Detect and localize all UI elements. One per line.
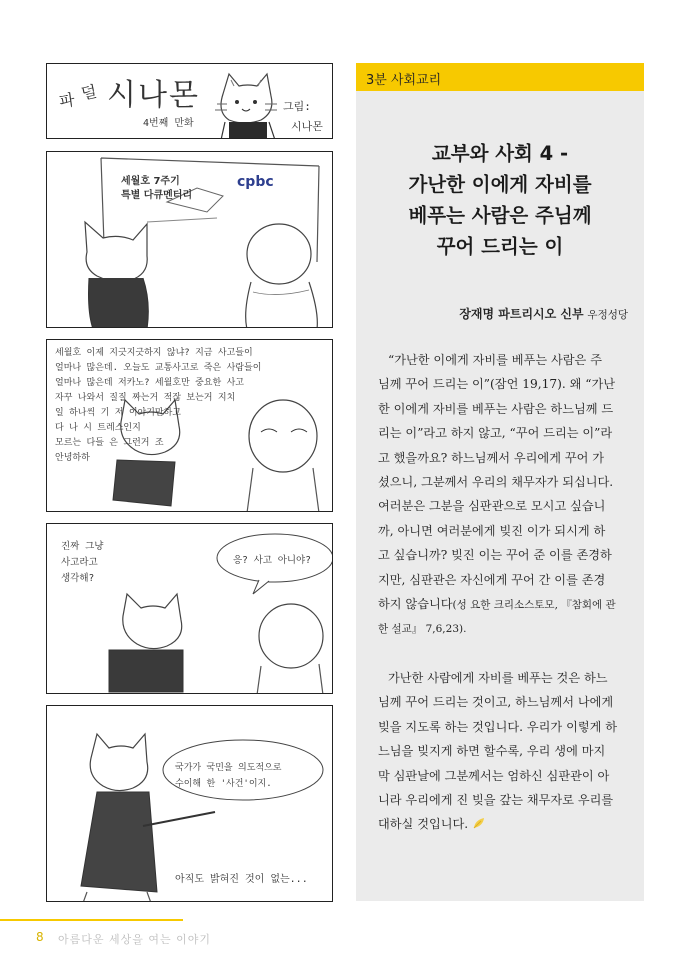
article-panel [356, 63, 644, 901]
comic-panel-rant [46, 339, 333, 512]
cat-speech-line3: 생각해? [61, 573, 95, 584]
rant-line: 모르는 다들 은 그런거 조 [55, 438, 164, 448]
answer-bubble-line1: 국가가 국민을 의도적으로 [175, 763, 282, 773]
body-line: 셨으니, 그분께서 우리의 채무자가 되십니다. [378, 475, 614, 490]
comic-subtitle: 4번째 만화 [143, 118, 194, 129]
leaf-end-icon [472, 816, 486, 830]
body-line: 하지 않습니다 [378, 597, 453, 612]
comic-title-name: 시나몬 [107, 78, 200, 113]
rant-text [55, 346, 325, 466]
body-line-end [378, 812, 628, 836]
comic-credit-name: 시나몬 [291, 120, 323, 133]
rant-line: 안녕하하 [55, 453, 90, 463]
article-title [356, 138, 644, 262]
body-line: 막 심판날에 그분께서는 엄하신 심판관이 아 [378, 768, 610, 783]
answer-bottom-text: 아직도 밝혀진 것이 없는... [175, 874, 308, 885]
rant-line: 얼마나 많은데. 오늘도 교통사고로 죽은 사람들이 [55, 363, 262, 373]
body-line: 니라 우리에게 진 빚을 갚는 채무자로 우리를 [378, 792, 614, 807]
body-line: 리는 이”라고 하지 않고, “꾸어 드리는 이”라 [378, 426, 613, 441]
cpbc-logo: cpbc [237, 174, 274, 190]
cat-speech-line1: 진짜 그냥 [61, 541, 104, 552]
body-line: 까, 아니면 여러분에게 빚진 이가 되시게 하 [378, 523, 606, 538]
comic-panel-question [46, 523, 333, 694]
body-line-with-citation [378, 592, 628, 617]
paragraph-gap [378, 642, 628, 666]
tv-caption-line2: 특별 다큐멘터리 [121, 190, 193, 201]
cat-speech-line2: 사고라고 [61, 557, 98, 568]
article-body [378, 348, 628, 837]
body-line: 고 했을까요? 하느님께서 우리에게 꾸어 가 [378, 450, 605, 465]
person-speech: 응? 사고 아니야? [233, 555, 311, 566]
rant-line: 일 하나씩 기 저 이야기만하고 [55, 408, 182, 418]
comic-title-pa: 파 [57, 90, 76, 111]
title-line: 꾸어 드리는 이 [436, 235, 564, 258]
page-number: 8 [36, 930, 44, 944]
rant-line: 얼마나 많은데 저카노? 세월호만 중요한 사고 [55, 378, 245, 388]
body-line: 지만, 심판관은 자신에게 꾸어 간 이를 존경 [378, 572, 606, 587]
body-line: 님께 꾸어 드리는 이”(잠언 19,17). 왜 “가난 [378, 377, 616, 392]
footer-rule [0, 919, 183, 921]
section-tag: 3분 사회교리 [366, 73, 442, 88]
magazine-name: 아름다운 세상을 여는 이야기 [58, 933, 212, 946]
rant-line: 자꾸 나와서 질질 짜는거 적잖 보는거 지치 [55, 393, 236, 403]
title-line: 가난한 이에게 자비를 [408, 173, 592, 196]
citation-end: 한 설교』 7,6,23). [378, 623, 467, 636]
comic-credit-label: 그림: [283, 100, 311, 113]
title-line: 베푸는 사람은 주님께 [408, 204, 592, 227]
comic-tv-drawing [47, 152, 333, 328]
body-line: 가난한 사람에게 자비를 베푸는 것은 하느 [388, 670, 608, 685]
body-line: 한 이에게 자비를 베푸는 사람은 하느님께 드 [378, 401, 614, 416]
comic-panel-answer [46, 705, 333, 902]
body-line: “가난한 이에게 자비를 베푸는 사람은 주 [388, 353, 602, 367]
comic-title-deol: 덜 [79, 81, 99, 104]
title-line: 교부와 사회 4 - [431, 142, 569, 165]
rant-line: 다 나 시 트레스인지 [55, 423, 141, 433]
citation: (성 요한 크리소스토모, 『참회에 관 [452, 599, 616, 612]
comic-panel-title [46, 63, 333, 139]
rant-line: 세월호 이제 지긋지긋하지 않냐? 지금 사고들이 [55, 348, 253, 358]
section-tag-bar [356, 63, 644, 91]
body-line: 님께 꾸어 드리는 것이고, 하느님께서 나에게 [378, 695, 614, 710]
author-byline [459, 305, 628, 322]
author-parish: 우정성당 [587, 309, 628, 321]
comic-panel-tv [46, 151, 333, 328]
body-line: 여러분은 그분을 심판관으로 모시고 싶습니 [378, 499, 606, 514]
tv-caption-line1: 세월호 7주기 [121, 176, 180, 187]
body-line: 느님을 빚지게 하면 할수록, 우리 생에 마지 [378, 744, 606, 759]
author-name: 장재명 파트리시오 신부 [459, 307, 584, 321]
body-line: 빚을 지도록 하는 것입니다. 우리가 이렇게 하 [378, 719, 618, 734]
body-line: 대하실 것입니다. [378, 817, 469, 832]
body-line: 고 싶습니까? 빚진 이는 꾸어 준 이를 존경하 [378, 548, 612, 563]
answer-bubble-line2: 수이해 한 '사건'이지. [175, 779, 272, 789]
